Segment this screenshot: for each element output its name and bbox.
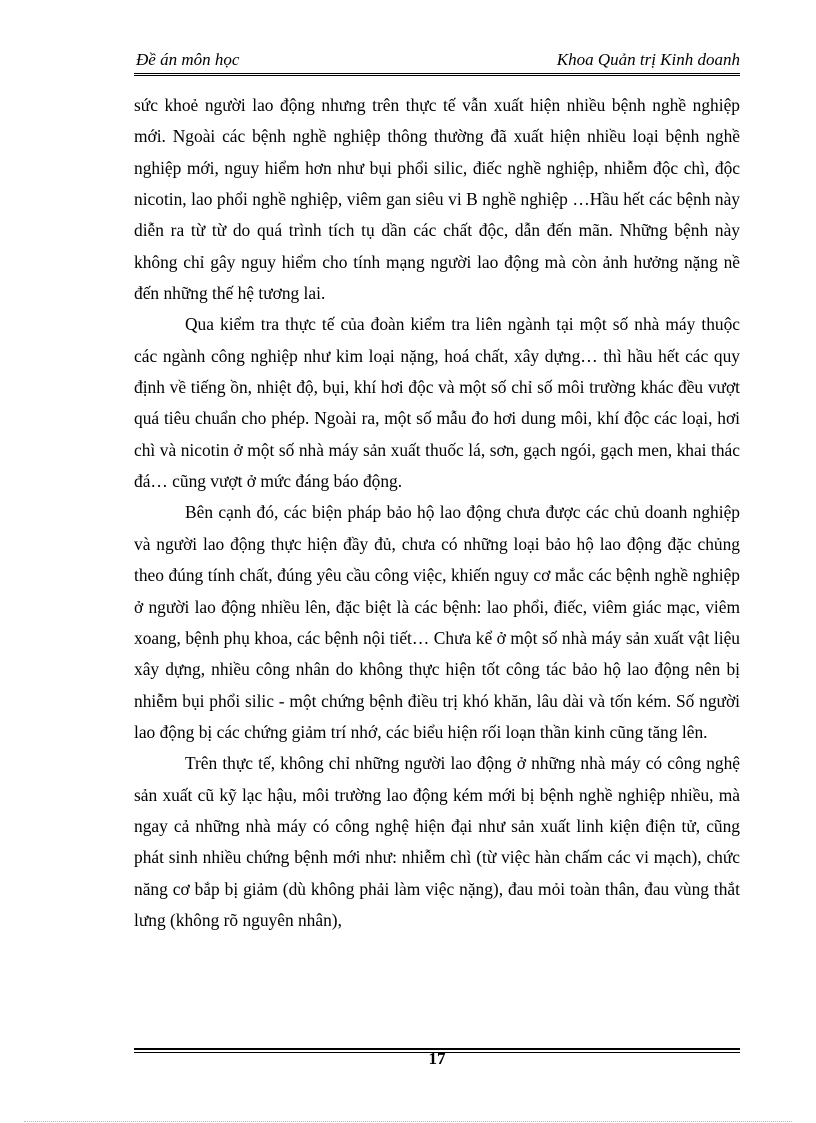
document-body [134,90,740,936]
page-edge [24,1121,792,1122]
paragraph-continuation: sức khoẻ người lao động nhưng trên thực tế vẫn xuất hiện nhiều bệnh nghề nghiệp mới. Ngoài các bệnh nghề nghiệp thông thường đã xuất hiện nhiều loại bệnh nghề nghiệp mới, nguy hiểm hơn như bụi phổi silic, điếc nghề nghiệp, nhiễm độc chì, độc nicotin, lao phổi nghề nghiệp, viêm gan siêu vi B nghề nghiệp …Hầu hết các bệnh này diễn ra từ từ do quá trình tích tụ dần các chất độc, dẫn đến mãn. Những bệnh này không chỉ gây nguy hiểm cho tính mạng người lao động mà còn ảnh hưởng nặng nề đến những thế hệ tương lai. [134,95,740,304]
paragraph-modern-factories: Trên thực tế, không chỉ những người lao động ở những nhà máy có công nghệ sản xuất cũ kỹ lạc hậu, môi trường lao động kém mới bị bệnh nghề nghiệp nhiều, mà ngay cả những nhà máy có công nghệ hiện đại như sản xuất linh kiện điện tử, cũng phát sinh nhiều chứng bệnh mới như: nhiễm chì (từ việc hàn chấm các vi mạch), chức năng cơ bắp bị giảm (dù không phải làm việc nặng), đau mỏi toàn thân, đau vùng thắt lưng (không rõ nguyên nhân), [134,753,740,930]
paragraph-protection-measures: Bên cạnh đó, các biện pháp bảo hộ lao động chưa được các chủ doanh nghiệp và người lao động thực hiện đầy đủ, chưa có những loại bảo hộ lao động đặc chủng theo đúng tính chất, đúng yêu cầu công việc, khiến nguy cơ mắc các bệnh nghề nghiệp ở người lao động nhiều lên, đặc biệt là các bệnh: lao phổi, điếc, viêm giác mạc, viêm xoang, bệnh phụ khoa, các bệnh nội tiết… Chưa kể ở một số nhà máy sản xuất vật liệu xây dựng, nhiều công nhân do không thực hiện tốt công tác bảo hộ lao động nên bị nhiễm bụi phổi silic - một chứng bệnh điều trị khó khăn, lâu dài và tốn kém. Số người lao động bị các chứng giảm trí nhớ, các biểu hiện rối loạn thần kinh cũng tăng lên. [134,502,740,742]
page-header [134,48,740,72]
header-faculty-name: Khoa Quản trị Kinh doanh [556,50,740,69]
header-course-title: Đề án môn học [136,50,240,69]
paragraph-inspection: Qua kiểm tra thực tế của đoàn kiểm tra liên ngành tại một số nhà máy thuộc các ngành công nghiệp như kim loại nặng, hoá chất, xây dựng… thì hầu hết các quy định về tiếng ồn, nhiệt độ, bụi, khí hơi độc và một số chỉ số môi trường khác đều vượt quá tiêu chuẩn cho phép. Ngoài ra, một số mẫu đo hơi dung môi, khí độc các loại, hơi chì và nicotin ở một số nhà máy sản xuất thuốc lá, sơn, gạch ngói, gạch men, khai thác đá… cũng vượt ở mức đáng báo động. [134,314,740,492]
page-number: 17 [428,1049,446,1068]
header-rule [134,73,740,76]
